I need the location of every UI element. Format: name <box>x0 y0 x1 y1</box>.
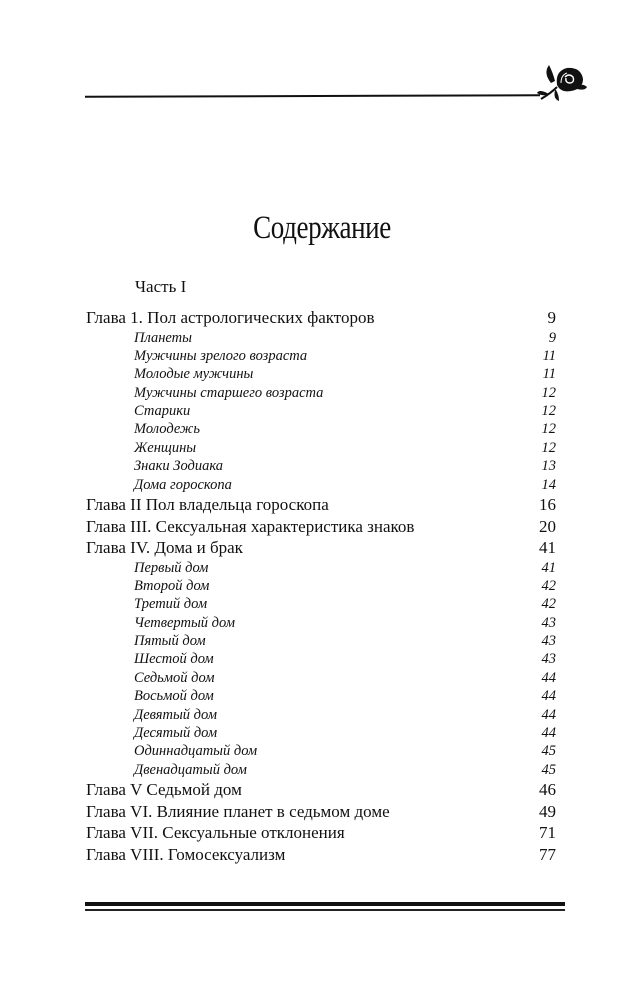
toc-entry-label: Мужчины зрелого возраста <box>134 347 308 364</box>
toc-entry-page-number: 43 <box>541 614 556 631</box>
toc-entry-label: Женщины <box>134 439 197 456</box>
toc-entry-page-number: 77 <box>539 844 556 864</box>
page-title: Содержание <box>253 210 391 246</box>
toc-entry-label: Четвертый дом <box>134 614 235 631</box>
toc-chapter-entry[interactable] <box>86 801 556 823</box>
header-rule <box>85 94 540 98</box>
toc-entry-page-number: 11 <box>542 347 556 364</box>
toc-section-entry[interactable] <box>86 439 556 457</box>
toc-entry-page-number: 13 <box>541 458 556 475</box>
toc-entry-label: Молодежь <box>134 421 200 438</box>
toc-entry-page-number: 45 <box>541 761 556 778</box>
toc-entry-page-number: 42 <box>541 596 556 613</box>
rose-icon <box>537 63 587 103</box>
toc-section-entry[interactable] <box>86 329 556 347</box>
toc-entry-page-number: 41 <box>539 538 556 558</box>
toc-chapter-entry[interactable] <box>86 307 556 329</box>
toc-entry-page-number: 14 <box>541 476 556 493</box>
toc-section-entry[interactable] <box>86 650 556 668</box>
toc-chapter-entry[interactable] <box>86 516 556 538</box>
toc-entry-page-number: 12 <box>541 403 556 420</box>
toc-section-entry[interactable] <box>86 420 556 438</box>
toc-entry-label: Глава VII. Сексуальные отклонения <box>86 823 345 843</box>
toc-entry-label: Глава IV. Дома и брак <box>86 538 243 558</box>
toc-entry-label: Молодые мужчины <box>134 366 254 383</box>
toc-entry-label: Знаки Зодиака <box>134 458 224 475</box>
toc-entry-label: Двенадцатый дом <box>134 761 247 778</box>
toc-entry-label: Шестой дом <box>134 651 214 668</box>
toc-section-entry[interactable] <box>86 761 556 779</box>
toc-entry-label: Старики <box>134 403 191 420</box>
toc-entry-page-number: 71 <box>539 823 556 843</box>
toc-chapter-entry[interactable] <box>86 537 556 559</box>
toc-chapter-entry[interactable] <box>86 494 556 516</box>
toc-entry-page-number: 45 <box>541 743 556 760</box>
toc-entry-label: Глава III. Сексуальная характеристика знаков <box>86 516 415 536</box>
toc-entry-label: Десятый дом <box>134 725 218 742</box>
toc-entry-label: Пятый дом <box>134 633 206 650</box>
toc-entry-label: Третий дом <box>134 596 208 613</box>
toc-chapter-entry[interactable] <box>86 822 556 844</box>
toc-section-entry[interactable] <box>86 595 556 613</box>
toc-entry-page-number: 42 <box>541 577 556 594</box>
toc-entry-label: Девятый дом <box>134 706 217 723</box>
toc-entry-page-number: 46 <box>539 780 556 800</box>
toc-section-entry[interactable] <box>86 559 556 577</box>
toc-section-entry[interactable] <box>86 384 556 402</box>
toc-chapter-entry[interactable] <box>86 844 556 866</box>
table-of-contents <box>86 307 556 865</box>
toc-entry-label: Глава V Седьмой дом <box>86 780 242 800</box>
toc-entry-page-number: 12 <box>541 421 556 438</box>
footer-rule-thick <box>85 902 565 906</box>
toc-entry-page-number: 9 <box>547 308 556 327</box>
toc-entry-label: Восьмой дом <box>134 688 214 705</box>
toc-section-entry[interactable] <box>86 402 556 420</box>
toc-entry-label: Одиннадцатый дом <box>134 743 258 760</box>
toc-entry-page-number: 9 <box>548 329 556 346</box>
toc-entry-label: Глава II Пол владельца гороскопа <box>86 495 329 515</box>
toc-entry-page-number: 11 <box>542 366 556 383</box>
toc-entry-page-number: 44 <box>541 725 556 742</box>
toc-entry-label: Седьмой дом <box>134 669 215 686</box>
toc-entry-label: Глава VI. Влияние планет в седьмом доме <box>86 801 390 821</box>
toc-entry-label: Дома гороскопа <box>134 476 232 493</box>
toc-section-entry[interactable] <box>86 724 556 742</box>
toc-section-entry[interactable] <box>86 669 556 687</box>
toc-entry-page-number: 12 <box>541 439 556 456</box>
toc-entry-label: Второй дом <box>134 577 210 594</box>
part-label: Часть I <box>135 277 187 296</box>
toc-entry-page-number: 44 <box>541 669 556 686</box>
toc-entry-page-number: 41 <box>541 559 556 576</box>
toc-section-entry[interactable] <box>86 347 556 365</box>
toc-entry-label: Глава VIII. Гомосексуализм <box>86 844 286 864</box>
footer-rule-thin <box>85 909 565 911</box>
toc-section-entry[interactable] <box>86 687 556 705</box>
toc-section-entry[interactable] <box>86 476 556 494</box>
toc-entry-page-number: 20 <box>539 516 556 536</box>
toc-section-entry[interactable] <box>86 457 556 475</box>
toc-entry-page-number: 43 <box>541 651 556 668</box>
toc-entry-label: Первый дом <box>134 559 209 576</box>
toc-entry-page-number: 44 <box>541 706 556 723</box>
toc-section-entry[interactable] <box>86 706 556 724</box>
toc-entry-page-number: 12 <box>541 384 556 401</box>
toc-entry-label: Планеты <box>134 329 192 346</box>
toc-section-entry[interactable] <box>86 632 556 650</box>
toc-section-entry[interactable] <box>86 577 556 595</box>
toc-entry-label: Глава 1. Пол астрологических факторов <box>86 308 375 327</box>
toc-chapter-entry[interactable] <box>86 779 556 801</box>
toc-entry-page-number: 16 <box>539 495 556 515</box>
toc-entry-page-number: 49 <box>539 801 556 821</box>
toc-section-entry[interactable] <box>86 742 556 760</box>
toc-entry-label: Мужчины старшего возраста <box>134 384 324 401</box>
toc-section-entry[interactable] <box>86 614 556 632</box>
toc-entry-page-number: 43 <box>541 633 556 650</box>
toc-entry-page-number: 44 <box>541 688 556 705</box>
toc-section-entry[interactable] <box>86 365 556 383</box>
